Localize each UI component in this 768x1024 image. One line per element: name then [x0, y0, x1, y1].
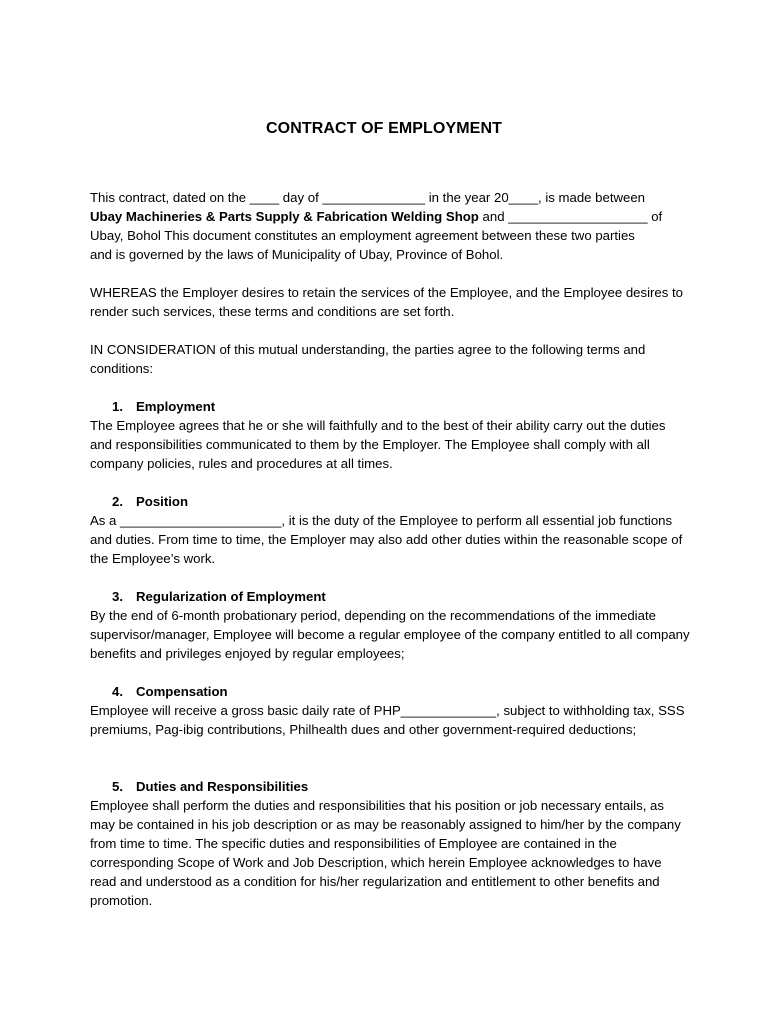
section-text-regularization: By the end of 6-month probationary period, depending on the recommendations of the immediate supervisor/manager, Employee will become a regular employee of the company entitled to all company benefits and privileges enjoyed by regular employees; — [90, 608, 694, 661]
document-body — [90, 188, 694, 929]
intro-line-2-rest: and ___________________ of — [478, 209, 663, 224]
section-number: 4. — [112, 684, 123, 699]
intro-paragraph — [90, 188, 690, 264]
section-title: Regularization of Employment — [136, 589, 326, 604]
intro-line-1: This contract, dated on the ____ day of ______________ in the year 20____, is made between — [90, 190, 646, 205]
section-heading-compensation — [90, 682, 690, 701]
section-heading-employment — [90, 397, 690, 416]
employer-name: Ubay Machineries & Parts Supply & Fabrication Welding Shop — [90, 209, 479, 224]
section-number: 5. — [112, 779, 123, 794]
section-text-employment: The Employee agrees that he or she will faithfully and to the best of their ability carry out the duties and responsibilities communicated to them by the Employer. The Employee shall comply with all company policies, rules and procedures at all times. — [90, 418, 670, 471]
section-title: Compensation — [136, 684, 228, 699]
section-number: 2. — [112, 494, 123, 509]
section-heading-position — [90, 492, 690, 511]
intro-line-3: Ubay, Bohol This document constitutes an employment agreement between these two parties — [90, 228, 635, 243]
section-text-compensation: Employee will receive a gross basic daily rate of PHP_____________, subject to withholding tax, SSS premiums, Pag-ibig contributions, Philhealth dues and other government-required deductions; — [90, 703, 689, 737]
section-title: Position — [136, 494, 189, 509]
whereas-paragraph: WHEREAS the Employer desires to retain the services of the Employee, and the Employee desires to render such services, these terms and conditions are set forth. — [90, 285, 687, 319]
section-text-duties: Employee shall perform the duties and responsibilities that his position or job necessary entails, as may be contained in his job description or as may be reasonably assigned to him/her by the company from time to time. The specific duties and responsibilities of Employee are contained in the corresponding Scope of Work and Job Description, which herein Employee acknowledges to have read and understood as a condition for his/her regularization and entitlement to other benefits and promotion. — [90, 798, 685, 908]
document-title: CONTRACT OF EMPLOYMENT — [266, 120, 502, 137]
section-title: Duties and Responsibilities — [136, 779, 309, 794]
section-heading-regularization — [90, 587, 690, 606]
section-text-position: As a ______________________, it is the duty of the Employee to perform all essential job functions and duties. From time to time, the Employer may also add other duties within the reasonable scope of the Employee’s work. — [90, 513, 686, 566]
spacer — [90, 758, 690, 777]
section-title: Employment — [136, 399, 216, 414]
intro-line-4: and is governed by the laws of Municipality of Ubay, Province of Bohol. — [90, 247, 504, 262]
section-heading-duties — [90, 777, 690, 796]
section-number: 1. — [112, 399, 123, 414]
consideration-paragraph: IN CONSIDERATION of this mutual understanding, the parties agree to the following terms and conditions: — [90, 342, 650, 376]
section-number: 3. — [112, 589, 123, 604]
